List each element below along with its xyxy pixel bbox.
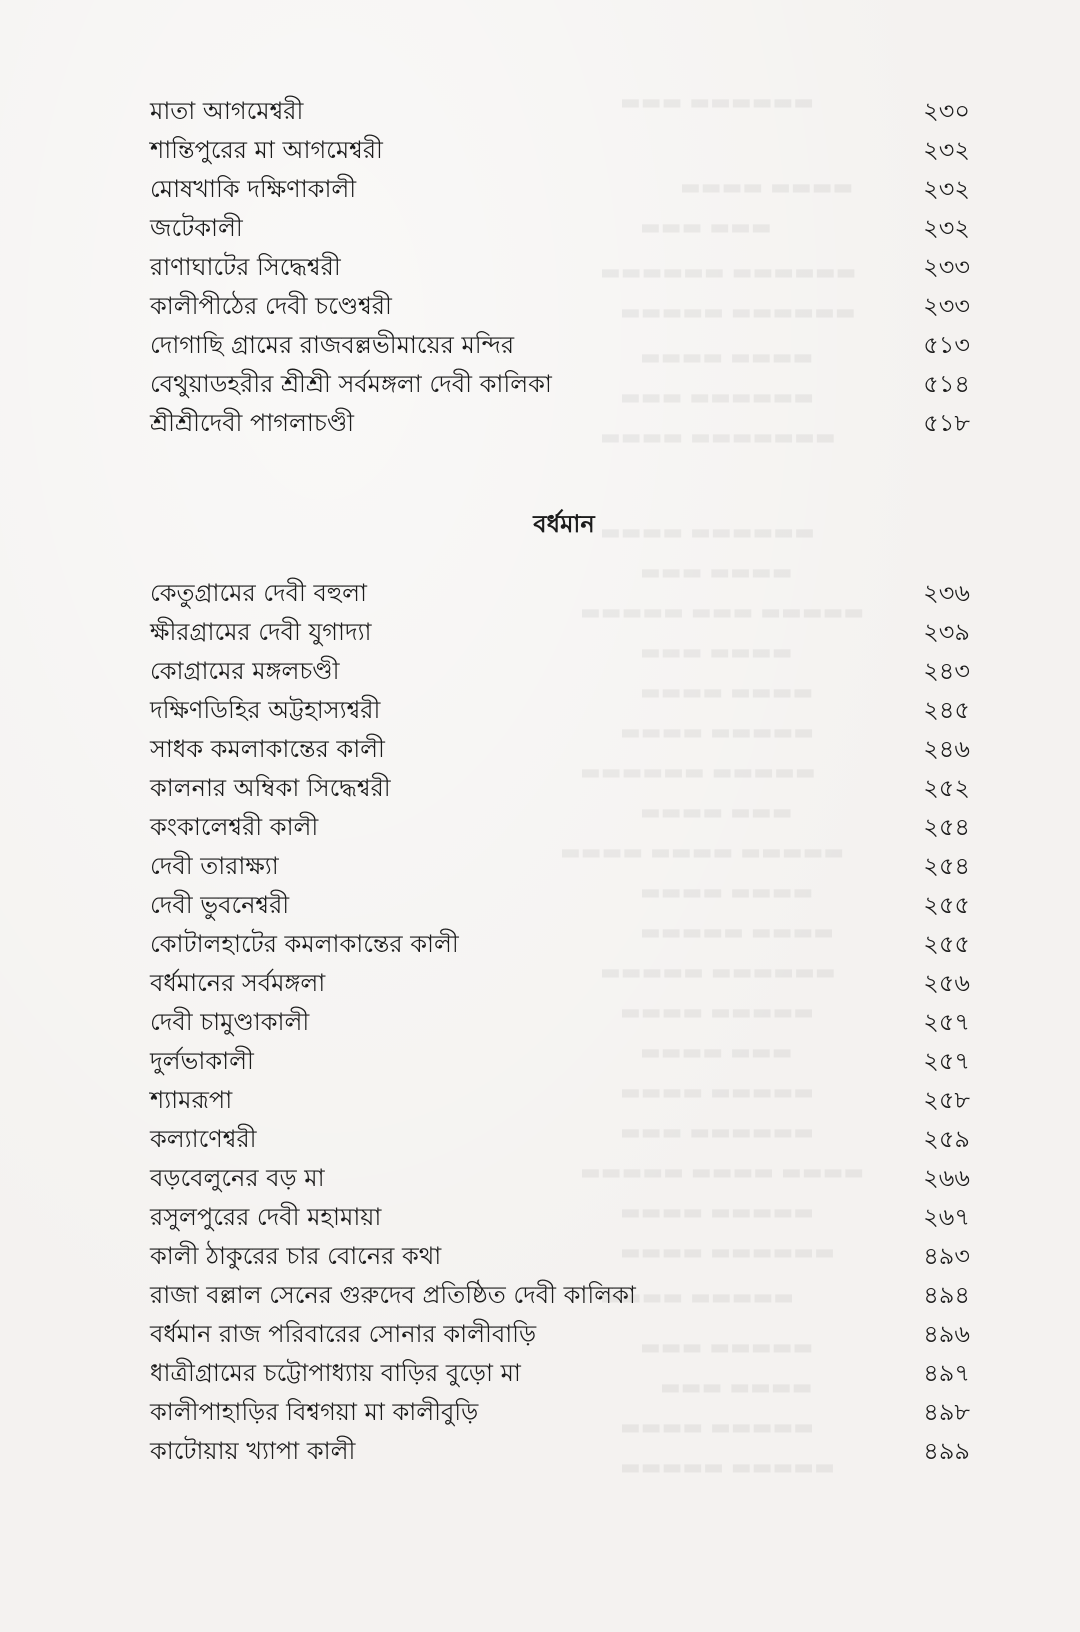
bleed-through-text: ▬▬▬▬▬ ▬▬▬▬ <box>640 920 835 945</box>
bleed-through-text: ▬▬▬▬ ▬▬▬▬▬ <box>620 1200 815 1225</box>
entry-page-number: ৪৯৯ <box>923 1437 970 1465</box>
entry-title: কোটালহাটের কমলাকান্তের কালী <box>150 930 459 958</box>
bleed-through-text: ▬▬▬▬▬▬ ▬▬▬▬▬▬ <box>600 260 857 285</box>
entry-title: মাতা আগমেশ্বরী <box>150 97 304 125</box>
bleed-through-text: ▬▬▬▬ ▬▬▬▬ ▬▬▬▬▬ <box>560 840 845 865</box>
entry-title: বেথুয়াডহরীর শ্রীশ্রী সর্বমঙ্গলা দেবী কালিকা <box>150 370 552 398</box>
toc-entry[interactable] <box>150 1276 970 1314</box>
entry-title: জটেকালী <box>150 214 243 242</box>
toc-entry[interactable] <box>150 1315 970 1353</box>
toc-entry[interactable] <box>150 365 970 403</box>
entry-page-number: ২৫৫ <box>923 891 970 919</box>
bleed-through-text: ▬▬▬▬ ▬▬▬ <box>640 800 793 825</box>
entry-title: শ্রীশ্রীদেবী পাগলাচণ্ডী <box>150 409 355 437</box>
bleed-through-text: ▬▬▬▬ ▬▬▬▬▬ <box>620 1415 815 1440</box>
toc-entry[interactable] <box>150 1393 970 1431</box>
bleed-through-text: ▬▬▬ ▬▬▬▬▬▬ <box>620 90 815 115</box>
bleed-through-text: ▬▬▬▬▬ ▬▬▬▬▬▬ <box>620 300 856 325</box>
entry-title: কালনার অম্বিকা সিদ্ধেশ্বরী <box>150 774 391 802</box>
toc-entry[interactable] <box>150 964 970 1002</box>
section-heading-bardhaman <box>0 506 1080 546</box>
entry-page-number: ৫১৪ <box>923 370 970 398</box>
entry-title: মোষখাকি দক্ষিণাকালী <box>150 175 357 203</box>
bleed-through-text: ▬▬▬▬ ▬▬▬▬▬▬ <box>620 1240 835 1265</box>
entry-page-number: ২৪৫ <box>923 696 970 724</box>
toc-entry[interactable] <box>150 248 970 286</box>
entry-title: বর্ধমানের সর্বমঙ্গলা <box>150 969 326 997</box>
bleed-through-text: ▬▬▬▬▬ ▬▬▬ ▬▬▬▬▬ <box>580 600 865 625</box>
toc-entry[interactable] <box>150 92 970 130</box>
entry-title: শ্যামরূপা <box>150 1086 233 1114</box>
bleed-through-text: ▬▬▬▬ ▬▬▬▬ <box>640 880 814 905</box>
entry-title: কেতুগ্রামের দেবী বহুলা <box>150 579 367 607</box>
entry-title: দেবী চামুণ্ডাকালী <box>150 1008 310 1036</box>
bleed-through-text: ▬▬▬▬ ▬▬▬▬▬ <box>600 1285 795 1310</box>
entry-page-number: ২৩৬ <box>923 579 970 607</box>
entry-page-number: ২৫৭ <box>923 1047 970 1075</box>
entry-page-number: ২৩২ <box>923 214 970 242</box>
entry-title: কংকালেশ্বরী কালী <box>150 813 319 841</box>
toc-entry[interactable] <box>150 613 970 651</box>
entry-title: দুর্লভাকালী <box>150 1047 254 1075</box>
entry-page-number: ২৫২ <box>923 774 970 802</box>
bleed-through-text: ▬▬▬ ▬▬▬▬ <box>660 1375 813 1400</box>
bleed-through-text: ▬▬▬▬ ▬▬▬▬ <box>680 175 854 200</box>
bleed-through-text: ▬▬▬ ▬▬▬▬ <box>640 640 793 665</box>
toc-entry[interactable] <box>150 1432 970 1470</box>
bleed-through-text: ▬▬▬▬ ▬▬▬▬▬▬▬ <box>600 425 836 450</box>
entry-title: বড়বেলুনের বড় মা <box>150 1164 325 1192</box>
entry-page-number: ২৬৭ <box>923 1203 970 1231</box>
entry-title: বর্ধমান রাজ পরিবারের সোনার কালীবাড়ি <box>150 1320 537 1348</box>
entry-page-number: ২৩২ <box>923 175 970 203</box>
bleed-through-text: ▬▬▬▬ ▬▬▬▬ <box>640 680 814 705</box>
entry-title: দক্ষিণডিহির অট্টহাস্যশ্বরী <box>150 696 381 724</box>
toc-entry[interactable] <box>150 404 970 442</box>
entry-page-number: ২৬৬ <box>923 1164 970 1192</box>
toc-entry[interactable] <box>150 287 970 325</box>
entry-page-number: ২৫৪ <box>923 852 970 880</box>
entry-title: দোগাছি গ্রামের রাজবল্লভীমায়ের মন্দির <box>150 331 515 359</box>
entry-page-number: ৪৯৩ <box>923 1242 970 1270</box>
bleed-through-text: ▬▬▬▬▬ ▬▬▬▬▬▬ <box>600 960 836 985</box>
section-heading-text: বর্ধমান <box>533 510 595 538</box>
toc-entry[interactable] <box>150 1198 970 1236</box>
toc-entry[interactable] <box>150 1042 970 1080</box>
toc-entry[interactable] <box>150 691 970 729</box>
bleed-through-text: ▬▬▬▬ ▬▬▬▬▬ <box>620 1000 815 1025</box>
entry-page-number: ২৫৯ <box>923 1125 970 1153</box>
entry-title: রাণাঘাটের সিদ্ধেশ্বরী <box>150 253 341 281</box>
toc-entry[interactable] <box>150 1120 970 1158</box>
entry-title: কাটোয়ায় খ্যাপা কালী <box>150 1437 356 1465</box>
toc-entry[interactable] <box>150 326 970 364</box>
bleed-through-text: ▬▬▬▬▬ ▬▬▬▬ ▬▬▬▬ <box>580 1160 865 1185</box>
bleed-through-text: ▬▬▬▬ ▬▬▬▬▬ <box>620 720 815 745</box>
entry-title: ধাত্রীগ্রামের চট্টোপাধ্যায় বাড়ির বুড়ো মা <box>150 1359 521 1387</box>
toc-entry[interactable] <box>150 131 970 169</box>
entry-page-number: ২৩২ <box>923 136 970 164</box>
entry-title: রসুলপুরের দেবী মহামায়া <box>150 1203 382 1231</box>
toc-entry[interactable] <box>150 1354 970 1392</box>
entry-title: কালীপীঠের দেবী চণ্ডেশ্বরী <box>150 292 392 320</box>
entry-title: দেবী তারাক্ষ্যা <box>150 852 279 880</box>
entry-page-number: ২৩০ <box>923 97 970 125</box>
entry-page-number: ২৪৩ <box>923 657 970 685</box>
toc-entry[interactable] <box>150 574 970 612</box>
entry-page-number: ২৫৪ <box>923 813 970 841</box>
entry-page-number: ৫১৩ <box>923 331 970 359</box>
bleed-through-text: ▬▬▬▬▬▬ ▬▬▬▬▬ <box>580 760 816 785</box>
entry-page-number: ২৩৩ <box>923 253 970 281</box>
bleed-through-text: ▬▬▬ ▬▬▬▬▬ <box>640 1335 814 1360</box>
entry-page-number: ২৪৬ <box>923 735 970 763</box>
bleed-through-text: ▬▬▬ ▬▬▬▬ <box>640 560 793 585</box>
toc-entry[interactable] <box>150 769 970 807</box>
toc-entry[interactable] <box>150 925 970 963</box>
entry-page-number: ৪৯৭ <box>923 1359 970 1387</box>
toc-entry[interactable] <box>150 886 970 924</box>
entry-title: সাধক কমলাকান্তের কালী <box>150 735 385 763</box>
entry-title: শান্তিপুরের মা আগমেশ্বরী <box>150 136 383 164</box>
toc-entry[interactable] <box>150 1159 970 1197</box>
entry-title: ক্ষীরগ্রামের দেবী যুগাদ্যা <box>150 618 372 646</box>
toc-entry[interactable] <box>150 209 970 247</box>
bleed-through-text: ▬▬▬ ▬▬▬ <box>640 215 772 240</box>
entry-title: কল্যাণেশ্বরী <box>150 1125 257 1153</box>
bleed-through-text: ▬▬▬▬ ▬▬▬▬▬ <box>620 1080 815 1105</box>
toc-entry[interactable] <box>150 847 970 885</box>
entry-title: কালীপাহাড়ির বিশ্বগয়া মা কালীবুড়ি <box>150 1398 479 1426</box>
entry-title: দেবী ভুবনেশ্বরী <box>150 891 290 919</box>
entry-page-number: ৫১৮ <box>923 409 970 437</box>
entry-page-number: ৪৯৪ <box>923 1281 970 1309</box>
toc-entry[interactable] <box>150 1081 970 1119</box>
toc-entry[interactable] <box>150 1003 970 1041</box>
entry-title: কোগ্রামের মঙ্গলচণ্ডী <box>150 657 340 685</box>
entry-page-number: ৪৯৬ <box>923 1320 970 1348</box>
entry-page-number: ২৫৬ <box>923 969 970 997</box>
bleed-through-text: ▬▬▬▬ ▬▬▬▬▬▬ <box>600 520 815 545</box>
bleed-through-text: ▬▬▬ ▬▬▬▬▬▬ <box>620 1120 815 1145</box>
entry-page-number: ২৫৮ <box>923 1086 970 1114</box>
entry-page-number: ২৩৯ <box>923 618 970 646</box>
bleed-through-text: ▬▬▬▬▬ ▬▬▬▬▬ <box>620 1455 835 1480</box>
bleed-through-text: ▬▬▬ ▬▬▬▬▬▬ <box>620 385 815 410</box>
toc-entry[interactable] <box>150 652 970 690</box>
bleed-through-text: ▬▬▬▬ ▬▬▬▬ <box>640 345 814 370</box>
toc-entry[interactable] <box>150 808 970 846</box>
bleed-through-text: ▬▬▬▬ ▬▬▬ <box>640 1040 793 1065</box>
toc-entry[interactable] <box>150 1237 970 1275</box>
entry-title: কালী ঠাকুরের চার বোনের কথা <box>150 1242 442 1270</box>
toc-entry[interactable] <box>150 170 970 208</box>
entry-page-number: ২৫৫ <box>923 930 970 958</box>
toc-entry[interactable] <box>150 730 970 768</box>
entry-title: রাজা বল্লাল সেনের গুরুদেব প্রতিষ্ঠিত দেবী কালিকা <box>150 1281 636 1309</box>
entry-page-number: ২৩৩ <box>923 292 970 320</box>
entry-page-number: ২৫৭ <box>923 1008 970 1036</box>
entry-page-number: ৪৯৮ <box>923 1398 970 1426</box>
